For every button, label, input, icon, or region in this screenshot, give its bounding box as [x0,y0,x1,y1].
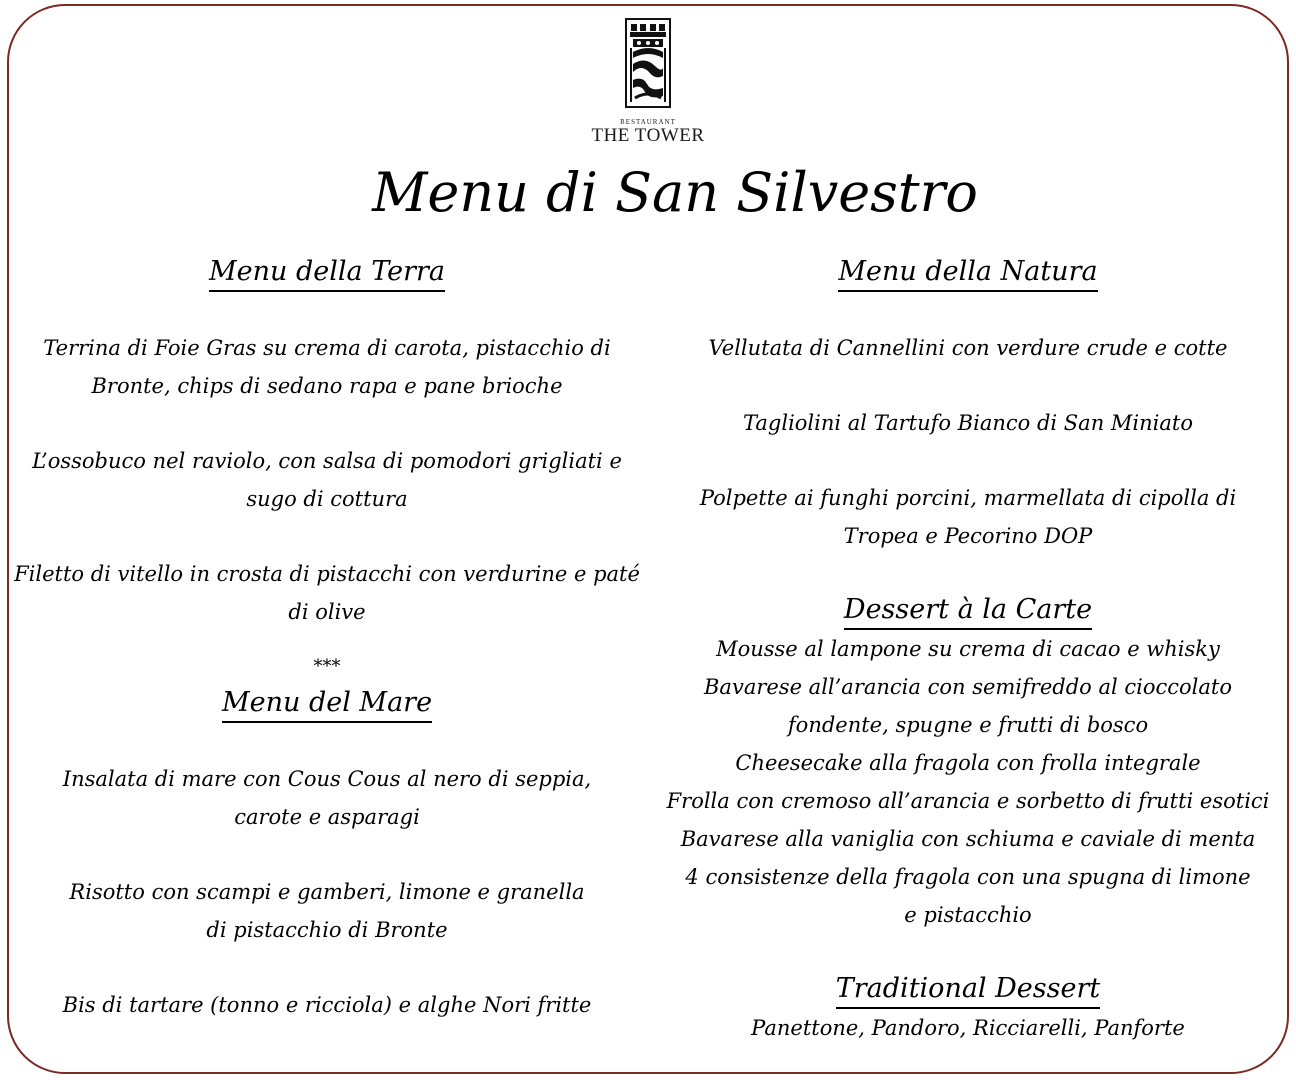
menu-item [650,329,1286,367]
restaurant-logo [0,18,1296,146]
menu-item [12,555,642,631]
menu-item-line: di olive [288,600,366,624]
menu-item-line: L’ossobuco nel raviolo, con salsa di pomodori grigliati e [32,449,622,473]
dessert-line: 4 consistenze della fragola con una spugna di limone [685,865,1251,889]
menu-item [650,404,1286,442]
dessert-line: Cheesecake alla fragola con frolla integrale [735,751,1201,775]
menu-item [12,760,642,836]
left-column [12,254,642,1024]
section-heading-terra: Menu della Terra [209,254,445,292]
menu-item [650,479,1286,555]
logo-subtitle: RESTAURANT [620,118,676,126]
menu-item-line: Vellutata di Cannellini con verdure crude e cotte [708,336,1228,360]
dessert-line: Mousse al lampone su crema di cacao e whisky [716,637,1220,661]
dessert-line: fondente, spugne e frutti di bosco [787,713,1149,737]
logo-name: THE TOWER [591,125,705,146]
menu-item-line: Polpette ai funghi porcini, marmellata di cipolla di [699,486,1237,510]
menu-item-line: Bis di tartare (tonno e ricciola) e alghe Nori fritte [62,993,592,1017]
dessert-line: e pistacchio [904,903,1032,927]
menu-item-line: Bronte, chips di sedano rapa e pane brioche [91,374,563,398]
menu-item [12,442,642,518]
section-heading-traditional: Traditional Dessert [836,971,1100,1009]
dessert-line: Bavarese all’arancia con semifreddo al cioccolato [704,675,1232,699]
dessert-line: Bavarese alla vaniglia con schiuma e caviale di menta [680,827,1256,851]
menu-item-line: Filetto di vitello in crosta di pistacchi con verdurine e paté [14,562,640,586]
menu-item-line: di pistacchio di Bronte [206,918,448,942]
menu-item [12,329,642,405]
menu-item-line: Risotto con scampi e gamberi, limone e granella [69,880,585,904]
menu-item [12,873,642,949]
dessert-list [650,630,1286,934]
section-heading-dessert: Dessert à la Carte [844,592,1092,630]
menu-item-line: Tagliolini al Tartufo Bianco di San Miniato [743,411,1193,435]
right-column [650,254,1286,1047]
tower-icon [625,18,671,108]
menu-item-line: Insalata di mare con Cous Cous al nero di seppia, [62,767,592,791]
menu-item-line: carote e asparagi [234,805,420,829]
menu-item-line: Terrina di Foie Gras su crema di carota, pistacchio di [43,336,611,360]
traditional-dessert-line: Panettone, Pandoro, Ricciarelli, Panforte [751,1016,1185,1040]
menu-item-line: Tropea e Pecorino DOP [843,524,1093,548]
page-title: Menu di San Silvestro [372,161,978,224]
section-heading-natura: Menu della Natura [838,254,1097,292]
menu-item [12,986,642,1024]
section-separator: *** [313,656,341,677]
section-heading-mare: Menu del Mare [222,685,432,723]
menu-item-line: sugo di cottura [246,487,408,511]
dessert-line: Frolla con cremoso all’arancia e sorbetto di frutti esotici [666,789,1270,813]
